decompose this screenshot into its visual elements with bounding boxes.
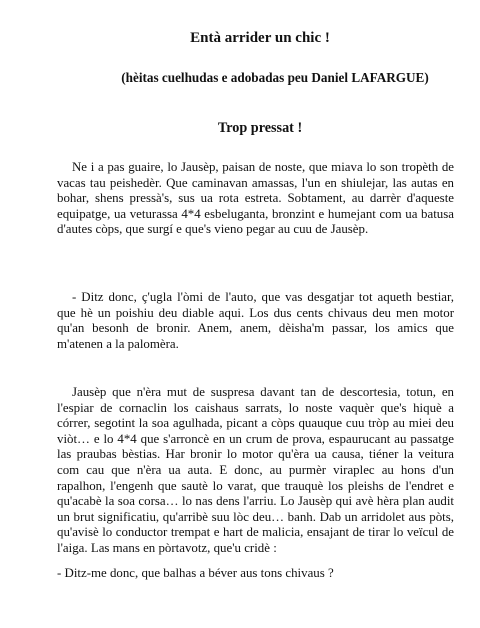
paragraph-2: - Ditz donc, ç'ugla l'òmi de l'auto, que vas desgatjar tot aqueth bestiar, que hè un poishiu deu diable aqui. Los dus cents chivaus deu men motor qu'an besonh de bronir. Anem, anem, dèisha'm passar, los amics que m'atenen a la palomèra. — [57, 290, 454, 351]
story-title: Trop pressat ! — [217, 120, 303, 136]
paragraph-4: - Ditz-me donc, que balhas a béver aus tons chivaus ? — [57, 566, 334, 580]
page-title: Entà arrider un chic ! — [190, 30, 330, 46]
paragraph-3: Jausèp que n'èra mut de suspresa davant tan de descortesia, totun, en l'espiar de cornaclin los caishaus sarrats, lo noste vaquèr que's hiquè a córrer, segotint la soa agulhada, picant a còps quauque cuu tròp au miei deu viòt… e lo 4*4 que s'arroncè en un crum de prova, espaurucant au passatge las praubas bèstias. Har bronir lo motor qu'èra ua causa, tiéner la veitura com cau que n'èra ua auta. E donc, au purmèr viraplec au hons d'un rapalhon, l'engenh que sautè lo varat, que trauquè los pleishs de l'endret e qu'acabè la soa corsa… lo nas dens l'arriu. Lo Jausèp qui avè hèra plan audit un brut significatiu, qu'arribè suu lòc deu… banh. Dab un arridolet aus pòts, qu'avisè lo conductor trempat e hart de malicia, ensajant de tirar lo veïcul de l'aiga. Las mans en pòrtavotz, que'u cridè : — [57, 385, 454, 555]
page-subtitle: (hèitas cuelhudas e adobadas peu Daniel LAFARGUE) — [121, 70, 429, 85]
paragraph-1: Ne i a pas guaire, lo Jausèp, paisan de noste, que miava lo son tropèth de vacas tau peishedèr. Que caminavan amassas, l'un en shiulejar, las autas en bohar, shens pressà's, sus ua rota estreta. Sobtament, au darrèr d'aqueste equipatge, ua veturassa 4*4 esbeluganta, bronzint e humejant com ua batusa d'autes còps, que surgí e que's vieno pegar au cuu de Jausèp. — [57, 160, 454, 237]
